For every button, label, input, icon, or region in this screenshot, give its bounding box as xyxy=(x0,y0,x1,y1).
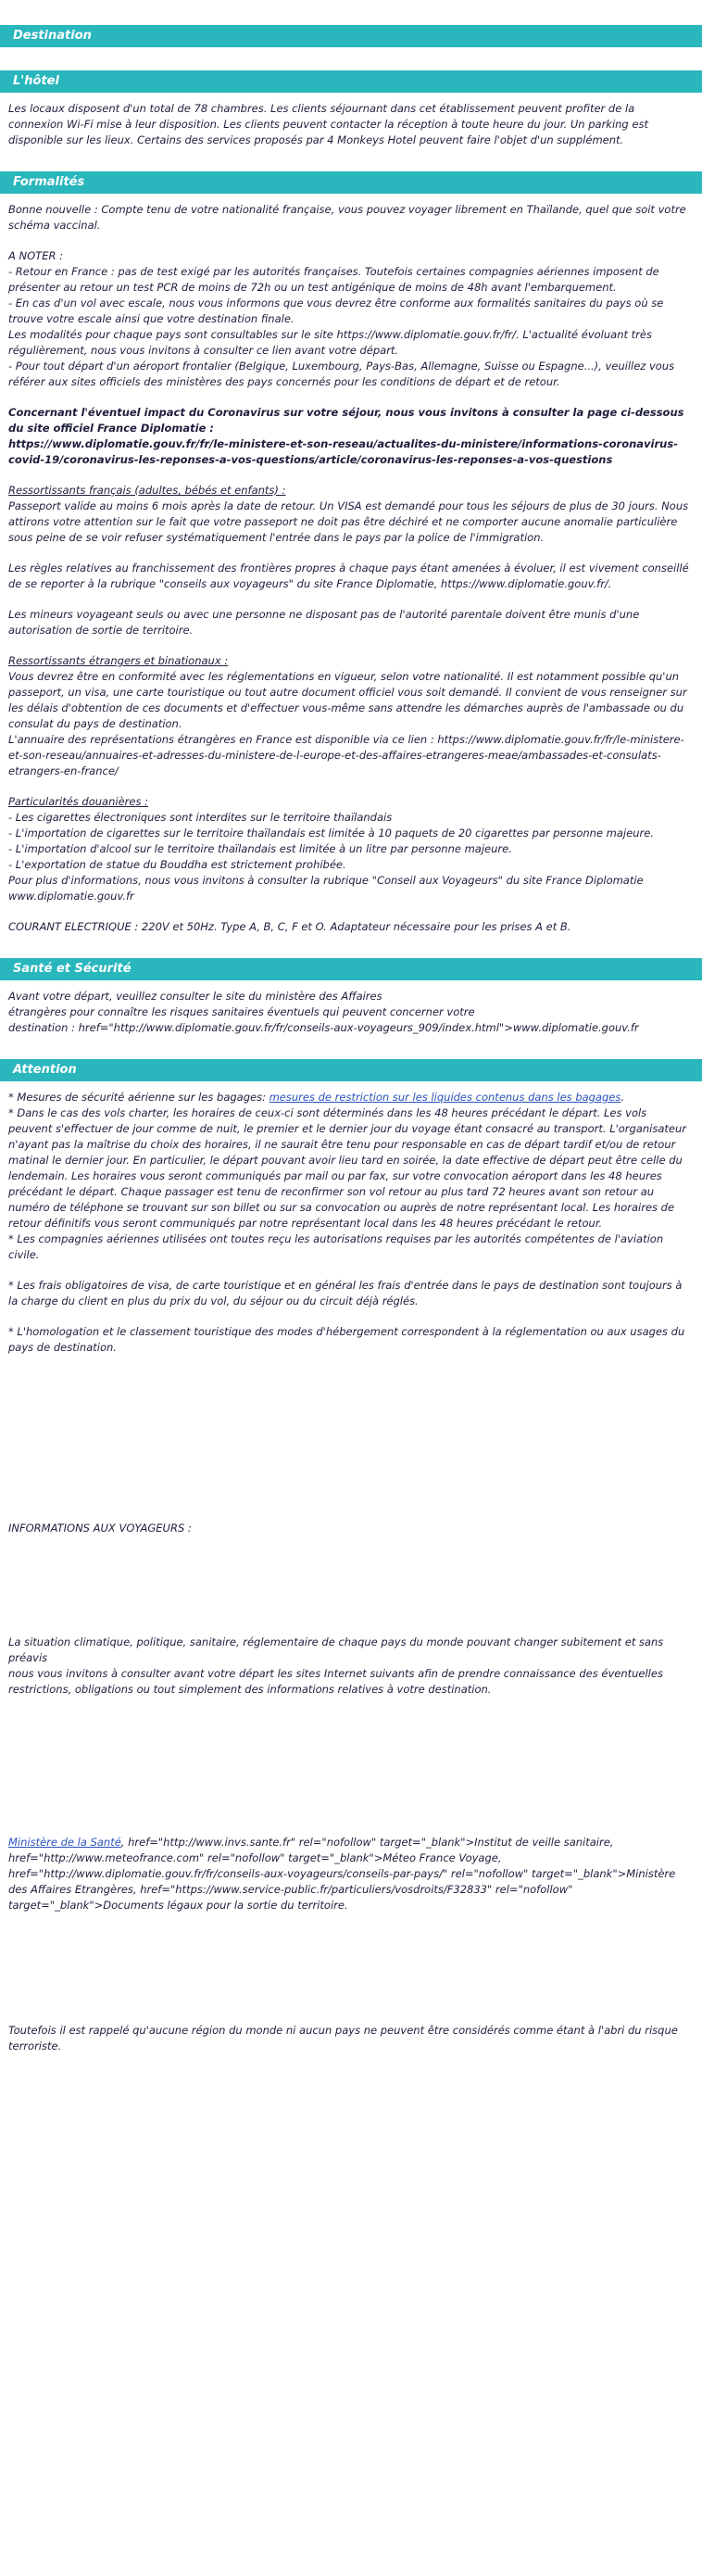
subsection-heading: Ressortissants français (adultes, bébés et enfants) : xyxy=(8,484,286,497)
liquids-restriction-link[interactable]: mesures de restriction sur les liquides contenus dans les bagages xyxy=(269,1091,621,1104)
paragraph: - En cas d'un vol avec escale, nous vous informons que vous devrez être conforme aux formalités sanitaires du pays où se trouve votre escale ainsi que votre destination finale. xyxy=(8,297,664,325)
paragraph-line: destination : href="http://www.diplomatie.gouv.fr/fr/conseils-aux-voyageurs_909/index.html">www.diplomatie.gouv.fr xyxy=(8,1021,639,1034)
section-title-sante: Santé et Sécurité xyxy=(13,962,132,976)
section-header-destination xyxy=(0,25,702,47)
baggage-measures-suffix: . xyxy=(621,1091,625,1104)
paragraph: Concernant l'éventuel impact du Coronavirus sur votre séjour, nous vous invitons à consulter la page ci-dessous du site officiel France Diplomatie : xyxy=(8,406,684,435)
paragraph-line: Avant votre départ, veuillez consulter le site du ministère des Affaires xyxy=(8,990,382,1003)
baggage-measures-prefix: * Mesures de sécurité aérienne sur les bagages: xyxy=(8,1091,270,1104)
paragraph: Les modalités pour chaque pays sont consultables sur le site https://www.diplomatie.gouv.fr/fr/. L'actualité évoluant très régulièrement, nous vous invitons à consulter ce lien avant votre départ. xyxy=(8,328,652,357)
paragraph: * Les compagnies aériennes utilisées ont toutes reçu les autorisations requises par les autorités compétentes de l'aviation civile. xyxy=(8,1232,664,1261)
paragraph: A NOTER : xyxy=(8,249,63,262)
paragraph-line: La situation climatique, politique, sanitaire, réglementaire de chaque pays du monde pouvant changer subitement et sans préavis xyxy=(8,1635,664,1664)
attention-section-body xyxy=(0,1081,702,2054)
paragraph: - Pour tout départ d'un aéroport frontalier (Belgique, Luxembourg, Pays-Bas, Allemagne, Suisse ou Espagne...), veuillez vous référer aux sites officiels des ministères des pays concernés pour les conditions de départ et de retour. xyxy=(8,360,675,388)
section-title-attention: Attention xyxy=(13,1063,77,1077)
subsection-heading: Particularités douanières : xyxy=(8,795,148,808)
sante-section-body xyxy=(0,980,702,1036)
spacer xyxy=(8,1536,693,1635)
paragraph: * L'homologation et le classement touristique des modes d'hébergement correspondent à la réglementation ou aux usages du pays de destination. xyxy=(8,1325,685,1354)
paragraph: Les mineurs voyageant seuls ou avec une personne ne disposant pas de l'autorité parentale doivent être munis d'une autorisation de sortie de territoire. xyxy=(8,608,640,637)
paragraph: L'annuaire des représentations étrangères en France est disponible via ce lien : https://www.diplomatie.gouv.fr/fr/le-ministere-et-son-reseau/annuaires-et-adresses-du-ministere-de-l-europe-et-des-affaires-etrangeres-meae/ambassades-et-consulats-etrangers-en-france/ xyxy=(8,733,684,777)
electric-current-info: COURANT ELECTRIQUE : 220V et 50Hz. Type A, B, C, F et O. Adaptateur nécessaire pour les prises A et B. xyxy=(8,920,571,933)
paragraph: - L'importation d'alcool sur le territoire thaïlandais est limitée à un litre par personne majeure. xyxy=(8,842,512,855)
section-title-formalites: Formalités xyxy=(13,175,85,189)
paragraph: Vous devrez être en conformité avec les réglementations en vigueur, selon votre nationalité. Il est notamment possible qu'un passeport, un visa, une carte touristique ou tout autre document officiel vous soit demandé. Il convient de vous renseigner sur les délais d'obtention de ces documents et d'effectuer vous-même sans attendre les démarches auprès de l'ambassade ou du consulat du pays de destination. xyxy=(8,670,687,730)
section-header-formalites xyxy=(0,171,702,194)
section-title-hotel: L'hôtel xyxy=(13,74,59,88)
paragraph: Les règles relatives au franchissement des frontières propres à chaque pays étant amenées à évoluer, il est vivement conseillé de se reporter à la rubrique "conseils aux voyageurs" du site France Diplomatie, https://www.diplomatie.gouv.fr/. xyxy=(8,562,689,590)
official-links-rest: , href="http://www.invs.sante.fr" rel="nofollow" target="_blank">Institut de veille sanitaire, href="http://www.meteofrance.com" rel="nofollow" target="_blank">Méteo France Voyage, href="http://www.diplomatie.gouv.fr/fr/conseils-aux-voyageurs/conseils-par-pays/" rel="nofollow" target="_blank">Ministère des Affaires Etrangères, href="https://www.service-public.fr/particuliers/vosdroits/F32833" rel="nofollow" target="_blank">Documents légaux pour la sortie du territoire. xyxy=(8,1836,676,1912)
ministere-sante-link[interactable]: Ministère de la Santé xyxy=(8,1836,121,1849)
spacer xyxy=(8,1356,693,1521)
coronavirus-info-url: https://www.diplomatie.gouv.fr/fr/le-ministere-et-son-reseau/actualites-du-ministere/informations-coronavirus-covid-19/coronavirus-les-reponses-a-vos-questions/article/coronavirus-les-reponses-a-vos-questions xyxy=(8,437,678,466)
paragraph: - Retour en France : pas de test exigé par les autorités françaises. Toutefois certaines compagnies aériennes imposent de présenter au retour un test PCR de moins de 72h ou un test antigénique de moins de 48h avant l'embarquement. xyxy=(8,265,659,294)
spacer xyxy=(8,1698,693,1835)
terrorism-notice: Toutefois il est rappelé qu'aucune région du monde ni aucun pays ne peuvent être considérés comme étant à l'abri du risque terroriste. xyxy=(8,2024,678,2052)
baggage-measures-paragraph xyxy=(8,1090,693,1105)
hotel-description: Les locaux disposent d'un total de 78 chambres. Les clients séjournant dans cet établissement peuvent profiter de la connexion Wi-Fi mise à leur disposition. Les clients peuvent contacter la réception à toute heure du jour. Un parking est disponible sur les lieux. Certains des services proposés par 4 Monkeys Hotel peuvent faire l'objet d'un supplément. xyxy=(8,102,648,146)
paragraph: * Dans le cas des vols charter, les horaires de ceux-ci sont déterminés dans les 48 heures précédant le départ. Les vols peuvent s'effectuer de jour comme de nuit, le premier et le dernier jour du voyage étant consacré au transport. L'organisateur n'ayant pas la maîtrise du choix des horaires, il ne saurait être tenu pour responsable en cas de départ tardif et/ou de retour matinal le dernier jour. En particulier, le départ pouvant avoir lieu tard en soirée, la date effective de départ peut être celle du lendemain. Les horaires vous seront communiqués par mail ou par fax, sur votre convocation aéroport dans les 48 heures précédant le départ. Chaque passager est tenu de reconfirmer son vol retour au plus tard 72 heures avant son retour au numéro de téléphone se trouvant sur son billet ou sur sa convocation ou auprès de notre représentant local. Les horaires de retour définitifs vous seront communiqués par notre représentant local dans les 48 heures précédant le retour. xyxy=(8,1106,686,1230)
paragraph: Bonne nouvelle : Compte tenu de votre nationalité française, vous pouvez voyager librement en Thaïlande, quel que soit votre schéma vaccinal. xyxy=(8,203,686,232)
paragraph: * Les frais obligatoires de visa, de carte touristique et en général les frais d'entrée dans le pays de destination sont toujours à la charge du client en plus du prix du vol, du séjour ou du circuit déjà réglés. xyxy=(8,1279,683,1307)
section-title-destination: Destination xyxy=(13,29,92,43)
section-header-attention xyxy=(0,1059,702,1081)
subsection-heading: Ressortissants étrangers et binationaux : xyxy=(8,654,229,667)
section-header-sante xyxy=(0,958,702,980)
paragraph: - L'importation de cigarettes sur le territoire thaïlandais est limitée à 10 paquets de 20 cigarettes par personne majeure. xyxy=(8,827,654,840)
paragraph: - Les cigarettes électroniques sont interdites sur le territoire thaïlandais xyxy=(8,811,393,824)
paragraph: Pour plus d'informations, nous vous invitons à consulter la rubrique "Conseil aux Voyageurs" du site France Diplomatie www.diplomatie.gouv.fr xyxy=(8,874,644,903)
formalites-section-body xyxy=(0,194,702,935)
paragraph-line: étrangères pour connaître les risques sanitaires éventuels qui peuvent concerner votre xyxy=(8,1005,475,1018)
hotel-section-body xyxy=(0,93,702,148)
section-header-hotel xyxy=(0,70,702,93)
official-links-paragraph xyxy=(8,1835,693,1913)
paragraph-line: nous vous invitons à consulter avant votre départ les sites Internet suivants afin de prendre connaissance des éventuelles restrictions, obligations ou tout simplement des informations relatives à votre destination. xyxy=(8,1667,663,1696)
paragraph: Passeport valide au moins 6 mois après la date de retour. Un VISA est demandé pour tous les séjours de plus de 30 jours. Nous attirons votre attention sur le fait que votre passeport ne doit pas être déchiré et ne comporter aucune anomalie particulière sous peine de se voir refuser systématiquement l'entrée dans le pays par la police de l'immigration. xyxy=(8,499,689,544)
travellers-info-heading: INFORMATIONS AUX VOYAGEURS : xyxy=(8,1522,192,1534)
paragraph: - L'exportation de statue du Bouddha est strictement prohibée. xyxy=(8,858,346,871)
spacer xyxy=(8,1913,693,2023)
